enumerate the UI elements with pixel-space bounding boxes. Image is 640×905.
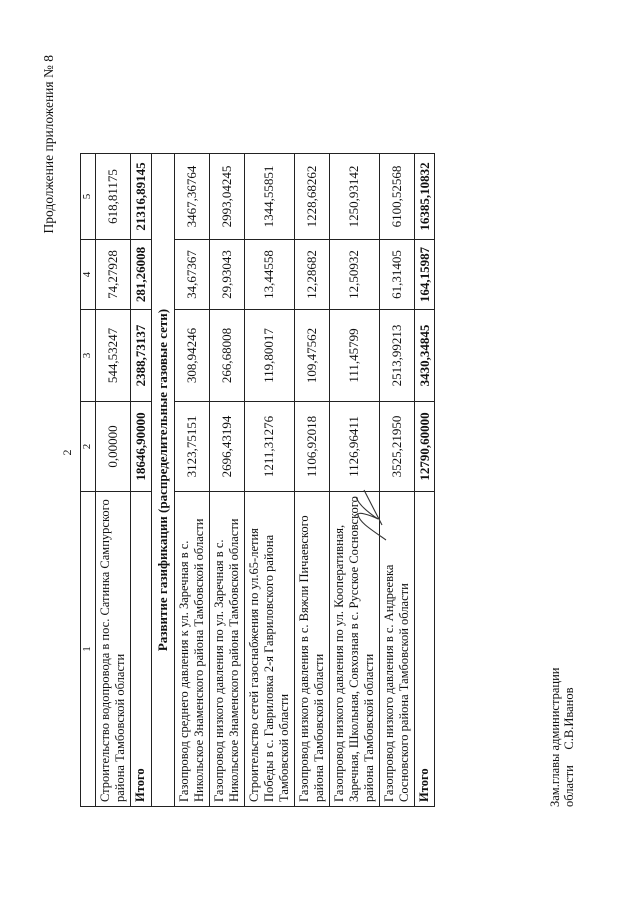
value-cell: 1126,96411 [329,402,379,492]
table-row [294,154,329,807]
value-cell: 0,00000 [96,402,131,492]
project-name: Газопровод низкого давления в с. Андреевка Сосновского района Тамбовской области [379,492,414,807]
value-cell: 119,80017 [244,310,294,402]
column-number: 2 [81,402,96,492]
signature-name: области С.В.Иванов [562,687,577,807]
value-cell: 281,26008 [131,240,152,310]
value-cell: 1344,55851 [244,154,294,240]
column-number: 4 [81,240,96,310]
data-table [80,153,435,807]
project-name: Газопровод низкого давления по ул. Кооперативная, Заречная, Школьная, Совхозная в с. Русское Сосновского района Тамбовской области [329,492,379,807]
handwritten-signature-mark [352,485,392,545]
value-cell: 266,68008 [209,310,244,402]
value-cell: 3525,21950 [379,402,414,492]
total-label: Итого [131,492,152,807]
value-cell: 6100,52568 [379,154,414,240]
page-number: 2 [60,449,74,456]
value-cell: 1211,31276 [244,402,294,492]
column-number: 5 [81,154,96,240]
value-cell: 1228,68262 [294,154,329,240]
project-name: Строительство сетей газоснабжения по ул.65-летия Победы в с. Гавриловка 2-я Гавриловского района Тамбовской области [244,492,294,807]
value-cell: 12,50932 [329,240,379,310]
value-cell: 3430,34845 [414,310,435,402]
table-row [174,154,209,807]
value-cell: 109,47562 [294,310,329,402]
value-cell: 2993,04245 [209,154,244,240]
value-cell: 16385,10832 [414,154,435,240]
signature-position: Зам.главы администрации [548,667,562,807]
total-row [131,154,152,807]
value-cell: 18646,90000 [131,402,152,492]
table-body [96,154,435,807]
value-cell: 34,67367 [174,240,209,310]
project-name: Газопровод среднего давления к ул. Заречная в с. Никольское Знаменского района Тамбовской области [174,492,209,807]
table-row [379,154,414,807]
value-cell: 111,45799 [329,310,379,402]
value-cell: 164,15987 [414,240,435,310]
value-cell: 13,44558 [244,240,294,310]
value-cell: 2696,43194 [209,402,244,492]
value-cell: 61,31405 [379,240,414,310]
value-cell: 21316,89145 [131,154,152,240]
value-cell: 3123,75151 [174,402,209,492]
section-row [151,154,174,807]
value-cell: 618,81175 [96,154,131,240]
value-cell: 1106,92018 [294,402,329,492]
value-cell: 2513,99213 [379,310,414,402]
signature-block [548,668,577,807]
project-name: Газопровод низкого давления по ул. Заречная в с. Никольское Знаменского района Тамбовской области [209,492,244,807]
continuation-label: Продолжение приложения № 8 [41,55,56,234]
value-cell: 3467,36764 [174,154,209,240]
value-cell: 2388,73137 [131,310,152,402]
project-name: Газопровод низкого давления в с. Вяжли Пичаевского района Тамбовской области [294,492,329,807]
table-row [244,154,294,807]
value-cell: 12,28682 [294,240,329,310]
table-row [209,154,244,807]
value-cell: 1250,93142 [329,154,379,240]
value-cell: 74,27928 [96,240,131,310]
column-number: 3 [81,310,96,402]
project-name: Строительство водопровода в пос. Сатинка Сампурского района Тамбовской области [96,492,131,807]
value-cell: 544,53247 [96,310,131,402]
value-cell: 12790,60000 [414,402,435,492]
table-row [96,154,131,807]
table-row [329,154,379,807]
value-cell: 308,94246 [174,310,209,402]
total-row [414,154,435,807]
table-header [81,154,96,807]
section-title: Развитие газификации (распределительные газовые сети) [151,154,174,807]
column-number-row [81,154,96,807]
total-label: Итого [414,492,435,807]
value-cell: 29,93043 [209,240,244,310]
column-number: 1 [81,492,96,807]
